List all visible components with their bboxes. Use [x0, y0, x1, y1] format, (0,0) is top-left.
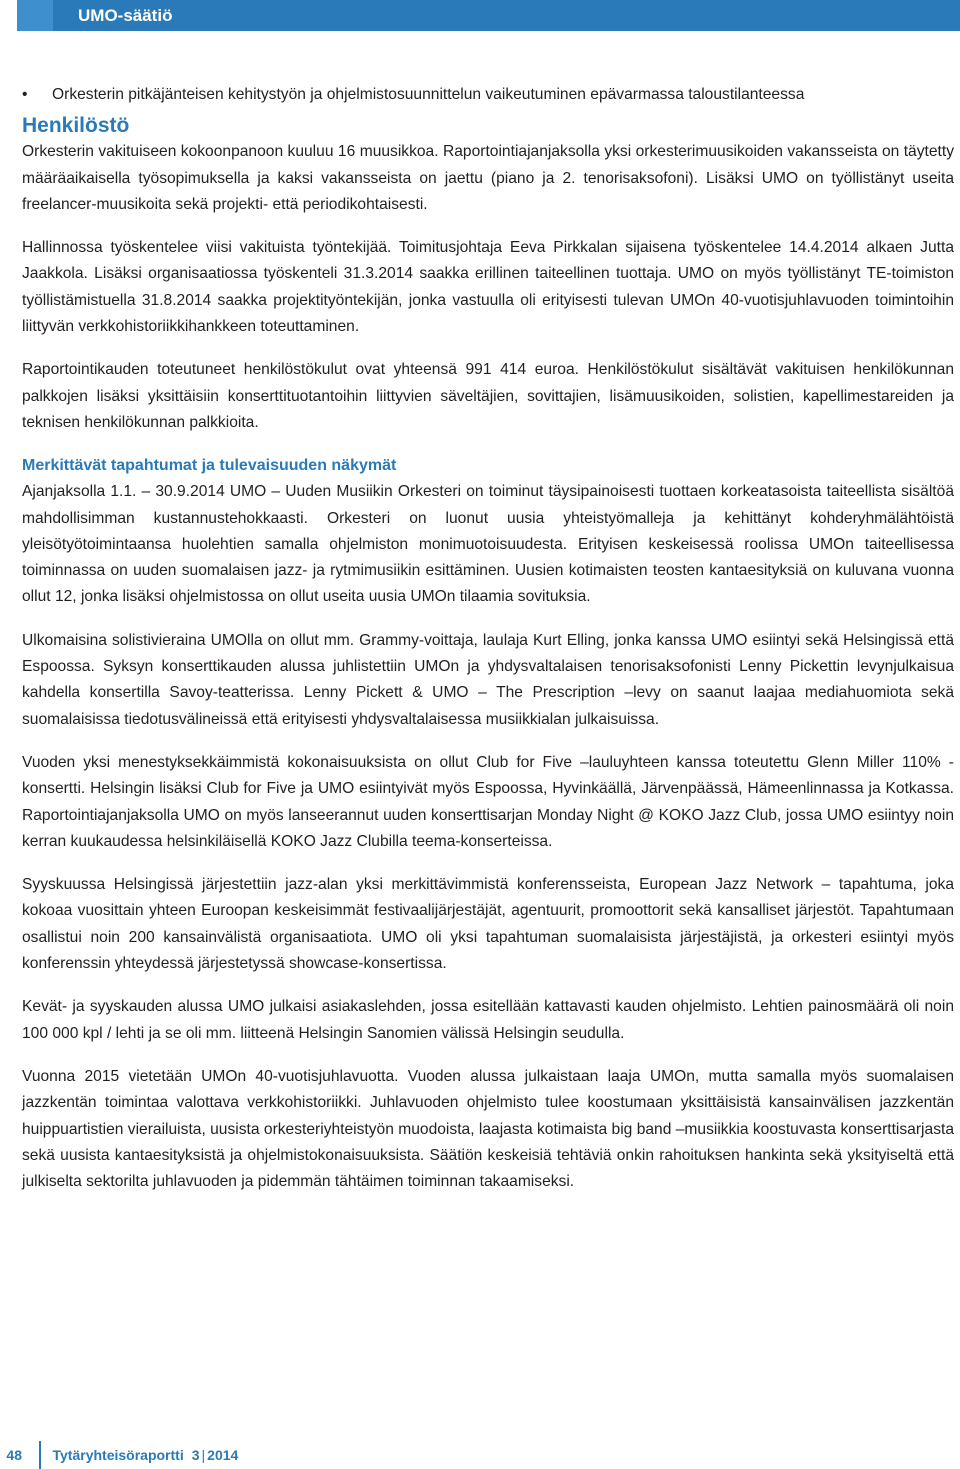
- publication-year: 2014: [207, 1446, 239, 1463]
- publication-name: Tytäryhteisöraportti: [52, 1446, 184, 1463]
- paragraph: Orkesterin vakituiseen kokoonpanoon kuuluu 16 muusikkoa. Raportointiajanjaksolla yksi orkesterimuusikoiden vakansseista on täytetty määräaikaisella työsopimuksella ja kaksi vakansseista on jaettu (piano ja 2. tenorisaksofoni). Lisäksi UMO on työllistänyt useita freelancer-muusikoita sekä projekti- että periodikohtaisesti.: [22, 143, 954, 213]
- footer-separator: |: [201, 1446, 206, 1463]
- section-title-merkittavat: Merkittävät tapahtumat ja tulevaisuuden näkymät: [22, 457, 397, 475]
- main-content: [22, 82, 954, 1195]
- page-header: [17, 0, 960, 31]
- header-tab-marker: [17, 0, 53, 31]
- paragraph: Ajanjaksolla 1.1. – 30.9.2014 UMO – Uuden Musiikin Orkesteri on toiminut täysipainoisesti tuottaen korkeatasoista taiteellista sisältöä mahdollisimman kustannustehokkaasti. Orkesteri on luonut uusia yhteistyömalleja ja kehittänyt kohderyhmälähtöistä yleisötyötoimintaansa huolehtien samalla ohjelmiston monimuotoisuudesta. Erityisen keskeisessä roolissa UMOn taiteellisessa toiminnassa on uuden suomalaisen jazz- ja rytmimusiikin esittäminen. Uusien kotimaisten teosten kantaesityksiä on kuluvana vuonna ollut 12, jonka lisäksi ohjelmistossa on ollut useita uusia UMOn tilaamia sovituksia.: [22, 483, 954, 606]
- paragraph: Vuoden yksi menestyksekkäimmistä kokonaisuuksista on ollut Club for Five –lauluyhteen kanssa toteutettu Glenn Miller 110% -konsertti. Helsingin lisäksi Club for Five ja UMO esiintyivät myös Espoossa, Hyvinkäällä, Järvenpäässä, Hämeenlinnassa ja Kotkassa. Raportointiajanjaksolla UMO on myös lanseerannut uuden konserttisarjan Monday Night @ KOKO Jazz Club, jossa UMO esiintyy noin kerran kuukaudessa helsinkiläisellä KOKO Jazz Clubilla teema-konserteissa.: [22, 753, 954, 850]
- section-title-henkilosto: Henkilöstö: [22, 114, 130, 138]
- list-item: • Orkesterin pitkäjänteisen kehitystyön ja ohjelmistosuunnittelun vaikeutuminen epävarmassa taloustilanteessa: [22, 82, 954, 108]
- paragraph: Kevät- ja syyskauden alussa UMO julkaisi asiakaslehden, jossa esitellään kattavasti kauden ohjelmisto. Lehtien painosmäärä oli noin 100 000 kpl / lehti ja se oli mm. liitteenä Helsingin Sanomien välissä Helsingin seudulla.: [22, 998, 954, 1042]
- footer-divider: [39, 1441, 41, 1469]
- paragraph: Vuonna 2015 vietetään UMOn 40-vuotisjuhlavuotta. Vuoden alussa julkaistaan laaja UMOn, mutta samalla myös suomalaisen jazzkentän toimintaa valottava verkkohistoriikki. Juhlavuoden ohjelmisto tulee koostumaan yksittäisistä kansainvälisen jazzkentän huippuartistien vierailuista, uusista orkesteriyhteistyön muodoista, laajasta kotimaista big band –musiikkia koostuvasta konserttisarjasta sekä uusista kantaesityksistä ja ohjelmistokonaisuuksista. Säätiön keskeisiä tehtäviä onkin rahoituksen hankinta sekä yksityiseltä että julkiselta sektorilta juhlavuoden ja pidemmän tähtäimen toiminnan takaamiseksi.: [22, 1067, 954, 1191]
- header-title: UMO-säätiö: [78, 6, 173, 25]
- paragraph: Ulkomaisina solistivieraina UMOlla on ollut mm. Grammy-voittaja, laulaja Kurt Elling, jonka kanssa UMO esiintyi sekä Helsingissä että Espoossa. Syksyn konserttikauden alussa juhlistettiin UMOn ja yhdysvaltalaisen tenorisaksofonisti Lenny Pickettin levynjulkaisua kahdella konsertilla Savoy-teatterissa. Lenny Pickett & UMO – The Prescription –levy on saanut laajaa mediahuomiota sekä suomalaisissa tiedotusvälineissä että erityisesti yhdysvaltalaisessa musiikkialan julkaisuissa.: [22, 631, 954, 728]
- page-footer: [0, 1441, 400, 1469]
- bullet-list: [22, 82, 954, 108]
- paragraph: Syyskuussa Helsingissä järjestettiin jazz-alan yksi merkittävimmistä konferensseista, European Jazz Network – tapahtuma, joka kokoaa vuosittain yhteen Euroopan keskeisimmät festivaalijärjestäjät, agentuurit, promoottorit sekä kansalliset järjestöt. Tapahtumaan osallistui noin 200 kansainvälistä organisaatiota. UMO oli yksi tapahtuman suomalaisista järjestäjistä, ja orkesteri esiintyi myös konferenssin yhteydessä järjestetyssä showcase-konsertissa.: [22, 876, 954, 973]
- paragraph: Hallinnossa työskentelee viisi vakituista työntekijää. Toimitusjohtaja Eeva Pirkkalan sijaisena työskentelee 14.4.2014 alkaen Jutta Jaakkola. Lisäksi organisaatiossa työskenteli 31.3.2014 saakka erillinen taiteellinen tuottaja. UMO on myös työllistänyt TE-toimiston työllistämistuella 31.8.2014 saakka projektityöntekijän, jonka vastuulla oli erityisesti tulevan UMOn 40-vuotisjuhlavuoden toimintoihin liittyvän verkkohistoriikkihankkeen toteuttaminen.: [22, 239, 954, 336]
- issue-number: 3: [191, 1446, 200, 1463]
- paragraph: Raportointikauden toteutuneet henkilöstökulut ovat yhteensä 991 414 euroa. Henkilöstökulut sisältävät vakituisen henkilökunnan palkkojen lisäksi yksittäisiin konserttituotantoihin liittyvien säveltäjien, sovittajien, lisämuusikoiden, solistien, kapellimestareiden ja teknisen henkilökunnan palkkioita.: [22, 361, 954, 431]
- page-number: 48: [6, 1446, 22, 1463]
